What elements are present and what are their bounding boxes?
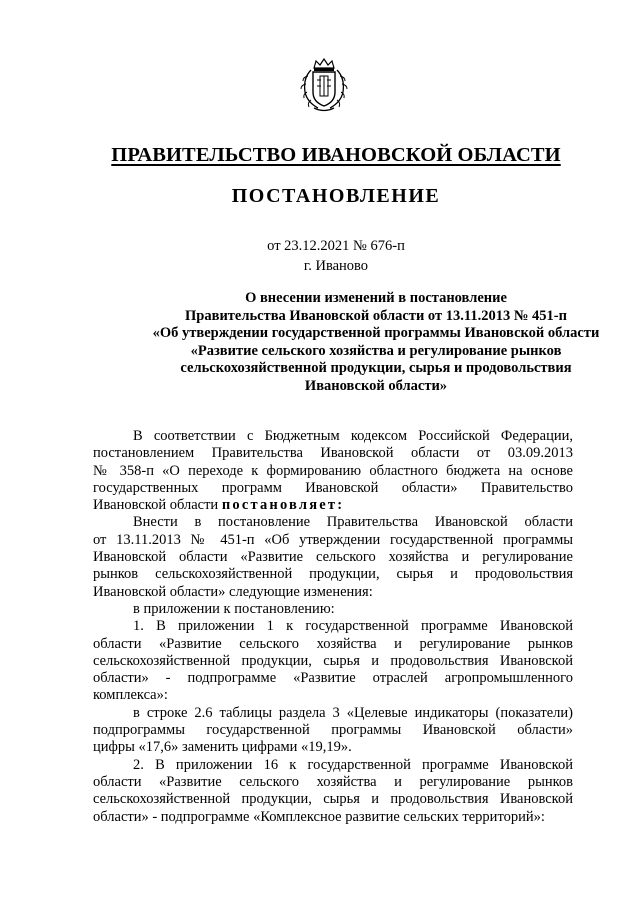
paragraph-line: в приложении к постановлению: <box>133 600 335 617</box>
heading-line: Правительства Ивановской области от 13.11.2013 № 451-п <box>185 307 567 324</box>
paragraph-line: комплекса»: <box>93 687 168 704</box>
heading-line: О внесении изменений в постановление <box>245 290 507 306</box>
city: г. Иваново <box>303 258 369 274</box>
resolves-word: постановляет: <box>221 497 345 514</box>
paragraph-line: № 358-п «О переходе к формированию областного бюджета на основе <box>93 462 573 479</box>
document-body <box>93 428 573 826</box>
paragraph-line: цифры «17,6» заменить цифрами «19,19». <box>93 739 352 756</box>
paragraph-line: от 13.11.2013 № 451-п «Об утверждении государственной программы <box>93 531 573 548</box>
paragraph-line: подпрограммы государственной программы Ивановской области» <box>93 722 573 739</box>
paragraph-line: Внести в постановление Правительства Ивановской области <box>133 514 573 531</box>
coat-of-arms-icon <box>298 58 350 114</box>
date-number: от 23.12.2021 № 676-п <box>267 238 405 254</box>
paragraph-line: Ивановской области «Развитие сельского хозяйства и регулирование <box>93 549 573 566</box>
paragraph-line: области» - подпрограмме «Комплексное развитие сельских территорий»: <box>93 808 545 825</box>
heading-line: «Развитие сельского хозяйства и регулирование рынков <box>190 342 562 359</box>
paragraph-line: области «Развитие сельского хозяйства и регулирование рынков <box>93 635 573 652</box>
paragraph-line: государственных программ Ивановской области» Правительство <box>93 479 573 496</box>
document-type-title: ПОСТАНОВЛЕНИЕ <box>231 185 441 207</box>
heading-line: «Об утверждении государственной программы Ивановской области <box>152 325 600 341</box>
paragraph-line: сельскохозяйственной продукции, сырья и продовольствия Ивановской <box>93 791 573 808</box>
paragraph-text: Ивановской области <box>93 497 219 514</box>
government-title: ПРАВИТЕЛЬСТВО ИВАНОВСКОЙ ОБЛАСТИ <box>111 144 561 166</box>
paragraph-line: рынков сельскохозяйственной продукции, сырья и продовольствия <box>93 566 573 583</box>
paragraph-line: 2. В приложении 16 к государственной программе Ивановской <box>133 756 573 773</box>
document-heading <box>80 290 640 395</box>
paragraph-line: 1. В приложении 1 к государственной программе Ивановской <box>133 618 573 635</box>
paragraph-line <box>93 497 573 514</box>
paragraph-line: области «Развитие сельского хозяйства и регулирование рынков <box>93 773 573 790</box>
paragraph-line: постановлением Правительства Ивановской области от 03.09.2013 <box>93 445 573 462</box>
paragraph-line: Ивановской области» следующие изменения: <box>93 583 373 600</box>
heading-line: Ивановской области» <box>304 377 448 394</box>
paragraph-line: в строке 2.6 таблицы раздела 3 «Целевые индикаторы (показатели) <box>133 704 573 721</box>
heading-line: сельскохозяйственной продукции, сырья и продовольствия <box>180 360 572 376</box>
paragraph-line: области» - подпрограмме «Развитие отраслей агропромышленного <box>93 670 573 687</box>
paragraph-line: сельскохозяйственной продукции, сырья и продовольствия Ивановской <box>93 652 573 669</box>
paragraph-line: В соответствии с Бюджетным кодексом Российской Федерации, <box>133 428 573 444</box>
